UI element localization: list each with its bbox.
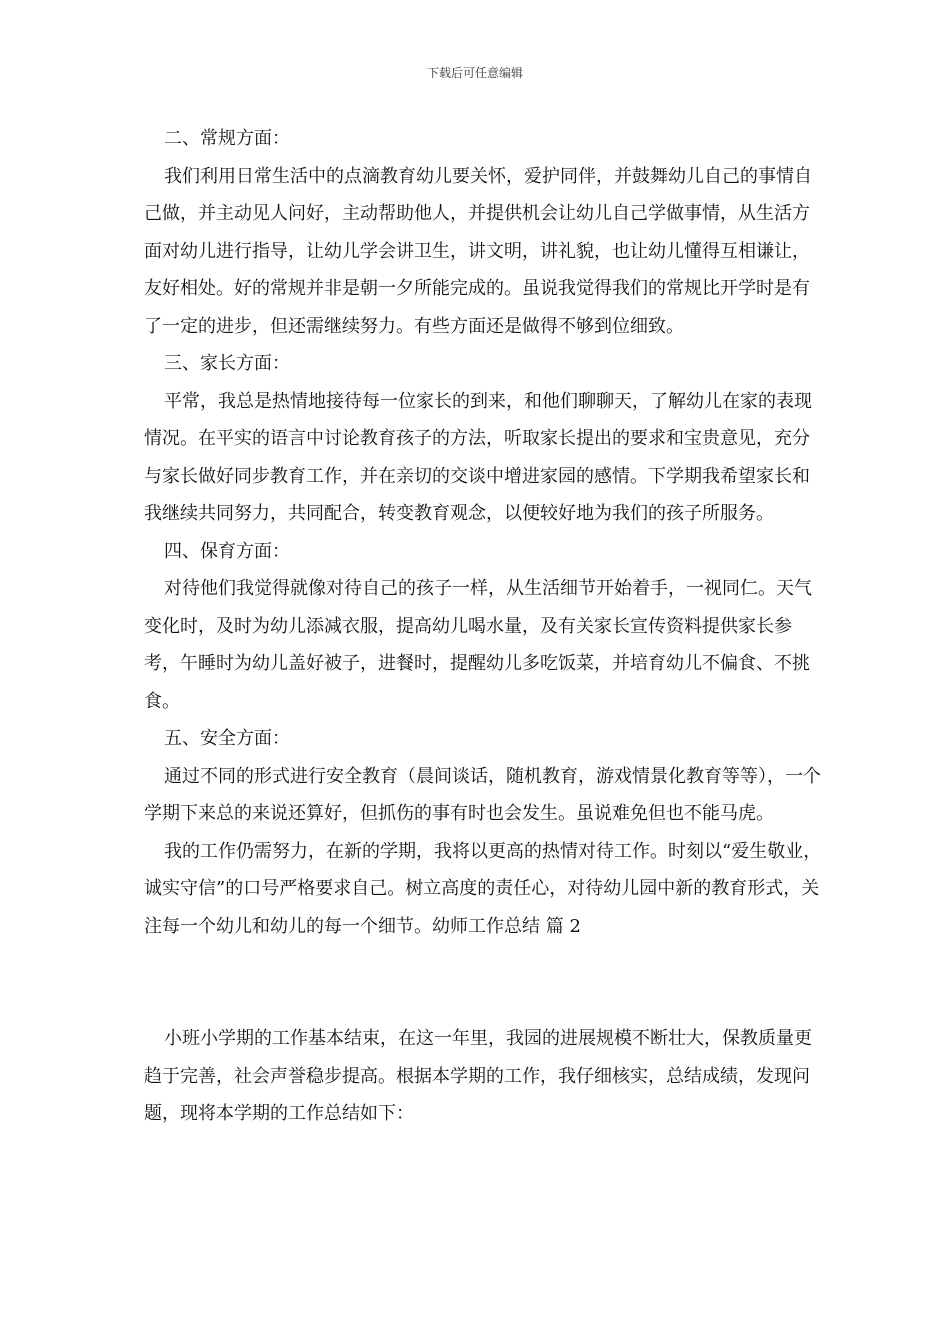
section-paragraph: 通过不同的形式进行安全教育（晨间谈话，随机教育，游戏情景化教育等等），一个学期下来总的来说还算好，但抓伤的事有时也会发生。虽说难免但也不能马虎。: [144, 765, 821, 824]
section-heading: 三、家长方面：: [164, 353, 290, 374]
document-body: [144, 120, 824, 1133]
page-header: 下载后可任意编辑: [426, 66, 523, 80]
section-paragraph: 我的工作仍需努力，在新的学期，我将以更高的热情对待工作。时刻以“爱生敬业，诚实守信”的口号严格要求自己。树立高度的责任心，对待幼儿园中新的教育形式，关注每一个幼儿和幼儿的每一个细节。幼师工作总结 篇 2: [144, 840, 822, 937]
section-heading: 二、常规方面：: [164, 128, 290, 149]
section-paragraph: 平常，我总是热情地接待每一位家长的到来，和他们聊聊天，了解幼儿在家的表现情况。在平实的语言中讨论教育孩子的方法，听取家长提出的要求和宝贵意见，充分与家长做好同步教育工作，并在亲切的交谈中增进家园的感情。下学期我希望家长和我继续共同努力，共同配合，转变教育观念，以便较好地为我们的孩子所服务。: [144, 390, 812, 524]
section-heading: 四、保育方面：: [164, 540, 290, 562]
closing-paragraph: 小班小学期的工作基本结束，在这一年里，我园的进展规模不断壮大，保教质量更趋于完善，社会声誉稳步提高。根据本学期的工作，我仔细核实，总结成绩，发现问题，现将本学期的工作总结如下：: [144, 1028, 812, 1124]
paragraph-gap: [144, 945, 824, 1020]
section-paragraph: 我们利用日常生活中的点滴教育幼儿要关怀，爱护同伴，并鼓舞幼儿自己的事情自己做，并主动见人问好，主动帮助他人，并提供机会让幼儿自己学做事情，从生活方面对幼儿进行指导，让幼儿学会讲卫生，讲文明，讲礼貌，也让幼儿懂得互相谦让，友好相处。好的常规并非是朝一夕所能完成的。虽说我觉得我们的常规比开学时是有了一定的进步，但还需继续努力。有些方面还是做得不够到位细致。: [144, 165, 812, 337]
section-paragraph: 对待他们我觉得就像对待自己的孩子一样，从生活细节开始着手，一视同仁。天气变化时，及时为幼儿添减衣服，提高幼儿喝水量，及有关家长宣传资料提供家长参考，午睡时为幼儿盖好被子，进餐时，提醒幼儿多吃饭菜，并培育幼儿不偏食、不挑食。: [144, 578, 812, 712]
section-heading: 五、安全方面：: [164, 728, 290, 749]
